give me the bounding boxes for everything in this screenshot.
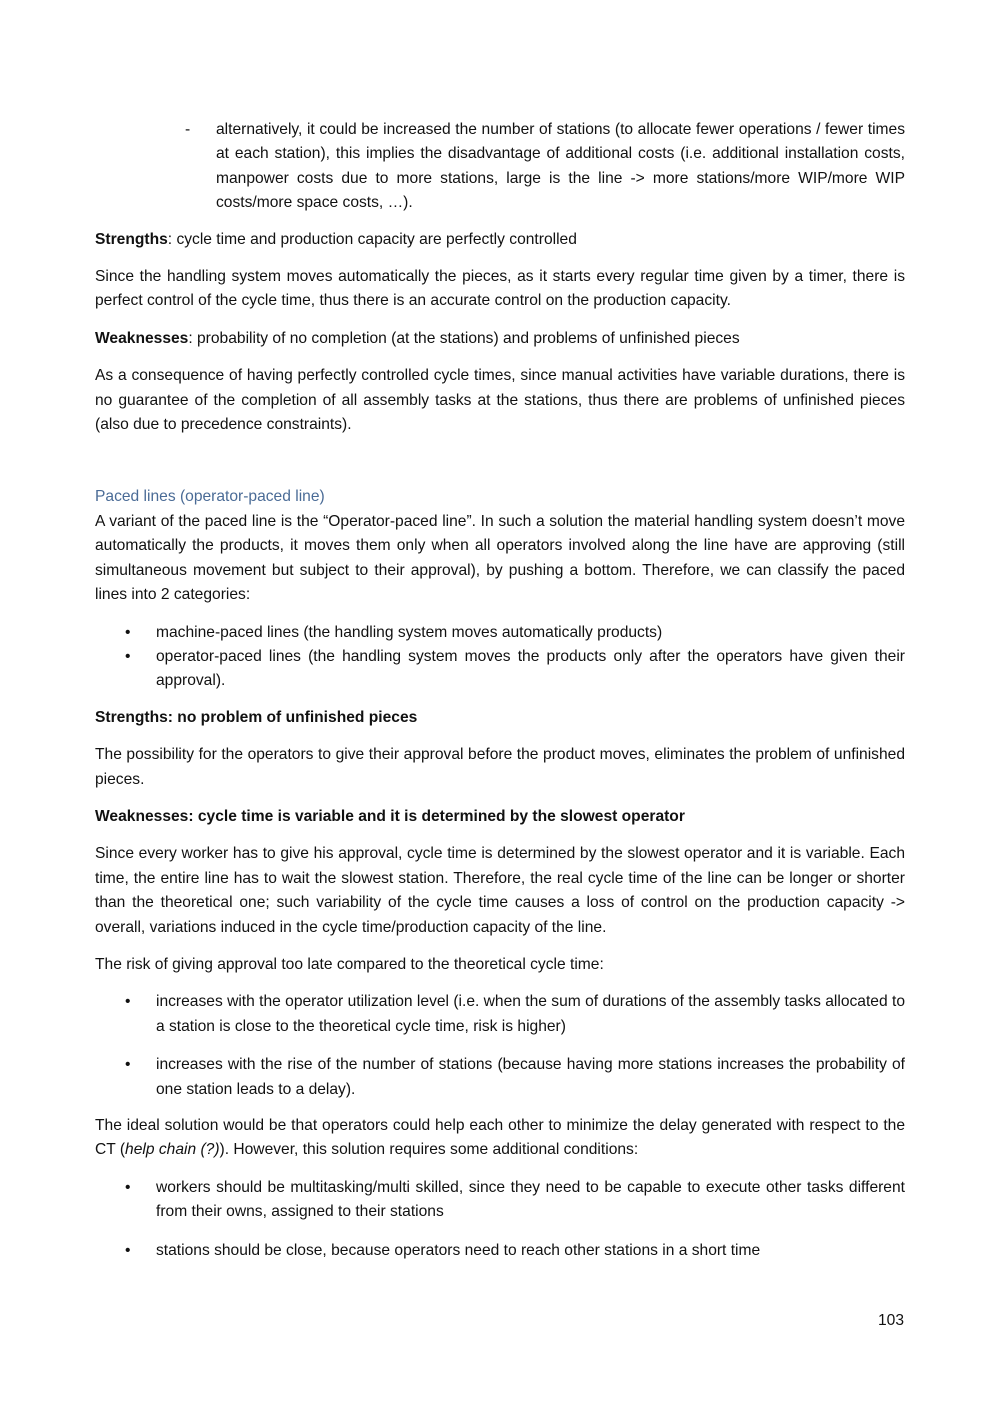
ideal-text-after: ). However, this solution requires some additional conditions: <box>219 1141 639 1159</box>
list-item-text: machine-paced lines (the handling system moves automatically products) <box>156 623 663 641</box>
dash-list-item <box>95 118 905 216</box>
help-chain-italic: help chain (?) <box>125 1141 220 1159</box>
bullet-icon: • <box>125 647 131 665</box>
operator-paced-weaknesses-paragraph: Since every worker has to give his approval, cycle time is determined by the slowest operator and it is variable. Each time, the entire line has to wait the slowest station. Therefore, the real cycle time of the line can be longer or shorter than the theoretical one; such variability of the cycle time causes a loss of control on the production capacity -> overall, variations induced in the cycle time/production capacity of the line. <box>95 845 905 936</box>
dash-marker: - <box>185 121 191 138</box>
bullet-icon: • <box>125 993 131 1011</box>
risk-intro-paragraph: The risk of giving approval too late compared to the theoretical cycle time: <box>95 955 604 973</box>
dash-item-text: alternatively, it could be increased the number of stations (to allocate fewer operations / fewer times at each station), this implies the disadvantage of additional costs (i.e. additional installation costs, manpower costs due to more stations, large is the line -> more stations/more WIP/more WIP costs/more space costs, …). <box>216 121 905 212</box>
list-item-text: stations should be close, because operators need to reach other stations in a short time <box>156 1241 761 1259</box>
machine-paced-weaknesses-heading <box>95 327 905 351</box>
bullet-icon: • <box>125 1056 131 1074</box>
list-item <box>95 621 905 645</box>
list-item <box>95 1239 905 1263</box>
strengths-label: Strengths <box>95 230 168 248</box>
bullet-icon: • <box>125 1241 131 1259</box>
risk-factors-list <box>95 990 905 1102</box>
section-intro-paragraph: A variant of the paced line is the “Operator-paced line”. In such a solution the material handling system doesn’t move automatically the products, it moves them only when all operators involved along the line have are approving (still simultaneous movement but subject to their approval), by pushing a bottom. Therefore, we can classify the paced lines into 2 categories: <box>95 512 905 604</box>
bullet-icon: • <box>125 1178 131 1196</box>
weaknesses-heading-text: Weaknesses: cycle time is variable and it is determined by the slowest operator <box>95 807 685 825</box>
page-number: 103 <box>877 1312 904 1329</box>
list-item <box>95 1053 905 1102</box>
ideal-solution-paragraph <box>95 1114 905 1163</box>
list-item-text: workers should be multitasking/multi skilled, since they need to be capable to execute other tasks different from their owns, assigned to their stations <box>156 1178 905 1221</box>
list-item-text: operator-paced lines (the handling system moves the products only after the operators have given their approval). <box>156 647 905 690</box>
machine-paced-strengths-paragraph: Since the handling system moves automatically the pieces, as it starts every regular time given by a timer, there is perfect control of the cycle time, thus there is an accurate control on the production capacity. <box>95 268 905 310</box>
weaknesses-summary: : probability of no completion (at the stations) and problems of unfinished pieces <box>188 329 740 347</box>
ideal-text-before: The ideal solution would be that operators could help each other to minimize the delay generated with respect to the CT ( <box>95 1117 905 1159</box>
operator-paced-strengths-heading <box>95 706 905 730</box>
machine-paced-weaknesses-paragraph: As a consequence of having perfectly controlled cycle times, since manual activities have variable durations, there is no guarantee of the completion of all assembly tasks at the stations, thus there are problems of unfinished pieces (also due to precedence constraints). <box>95 367 905 434</box>
list-item <box>95 990 905 1039</box>
bullet-icon: • <box>125 623 131 641</box>
strengths-heading-text: Strengths: no problem of unfinished pieces <box>95 708 418 726</box>
strengths-summary: : cycle time and production capacity are perfectly controlled <box>167 230 577 248</box>
list-item <box>95 1176 905 1225</box>
operator-paced-weaknesses-heading <box>95 805 905 829</box>
machine-paced-strengths-heading <box>95 228 905 252</box>
weaknesses-label: Weaknesses <box>95 329 189 347</box>
paced-line-categories-list <box>95 621 905 694</box>
list-item-text: increases with the rise of the number of stations (because having more stations increases the probability of one station leads to a delay). <box>156 1056 905 1098</box>
section-heading: Paced lines (operator-paced line) <box>95 488 325 506</box>
list-item-text: increases with the operator utilization level (i.e. when the sum of durations of the assembly tasks allocated to a station is close to the theoretical cycle time, risk is higher) <box>156 993 905 1035</box>
operator-paced-strengths-paragraph: The possibility for the operators to give their approval before the product moves, eliminates the problem of unfinished pieces. <box>95 746 905 788</box>
list-item <box>95 645 905 694</box>
page-content <box>95 118 905 1275</box>
conditions-list <box>95 1176 905 1263</box>
